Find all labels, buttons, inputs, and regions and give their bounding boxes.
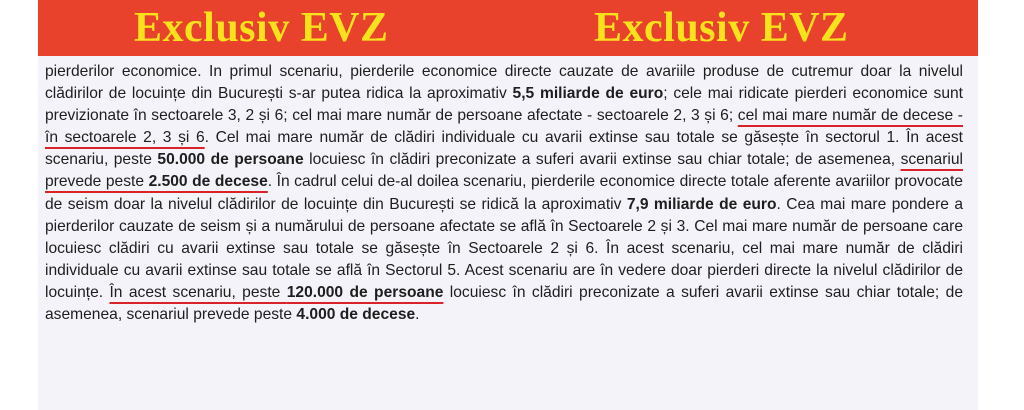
text-segment: . Cea mai mare pondere a pierderilor cauzate de seism și a numărului de persoane afectate se află în Sectoarele 2 și 3. Cel mai mare număr de persoane care locuiesc clădiri cu avarii extinse sau totale se găsește în Sectoarele 2 și 6. În acest scenariu, cel mai mare număr de clădiri individuale cu avarii extinse sau totale se află în Sectorul 5. Acest scenariu are în vedere doar pierderi directe la nivelul clădirilor de locuințe. [45,195,964,301]
underlined-text: În acest scenariu, peste [109,283,287,301]
banner-label-right: Exclusiv EVZ [594,5,849,51]
bold-figure: 120.000 de persoane [286,283,444,301]
text-segment: . În cadrul celui de-al doilea scenariu, pierderile economice directe totale aferente avariilor provocate de seism doar la nivelul clădirilor de locuințe din București se ridică la aproximativ [45,173,963,213]
article-paragraph [45,61,963,326]
text-segment: . Cel mai mare număr de clădiri individuale cu avarii extinse sau totale se găsește în sectorul 1. În acest scenariu, peste [45,129,963,169]
banner-label-left: Exclusiv EVZ [134,5,389,51]
underlined-text: scenariul prevede peste [45,151,963,191]
text-segment: . [415,306,420,324]
bold-figure: 5,5 miliarde de euro [512,85,664,103]
exclusive-banner [38,0,978,56]
bold-figure: 50.000 de persoane [157,151,304,169]
underlined-highlight: cel mai mare număr de decese - în sectoarele 2, 3 și 6 [45,107,963,147]
text-segment: locuiesc în clădiri preconizate a suferi avarii extinse sau chiar totale; de asemenea, [303,151,901,169]
document-excerpt [38,56,978,410]
underlined-highlight [109,284,443,301]
bold-figure: 2.500 de decese [148,173,268,191]
text-segment: pierderilor economice. In primul scenariu, pierderile economice directe cauzate de avariile produse de cutremur doar la nivelul clădirilor de locuințe din București s-ar putea ridica la aproximativ [45,63,963,103]
bold-figure: 4.000 de decese [296,306,416,324]
bold-figure: 7,9 miliarde de euro [626,195,777,213]
text-segment: locuiesc în clădiri preconizate a suferi avarii extinse sau chiar totale; de asemenea, scenariul prevede peste [45,283,963,324]
text-segment: ; cele mai ridicate pierderi economice sunt previzionate în sectoarele 3, 2 și 6; cel mai mare număr de persoane afectate - sectoarele 2, 3 și 6; [45,85,963,125]
